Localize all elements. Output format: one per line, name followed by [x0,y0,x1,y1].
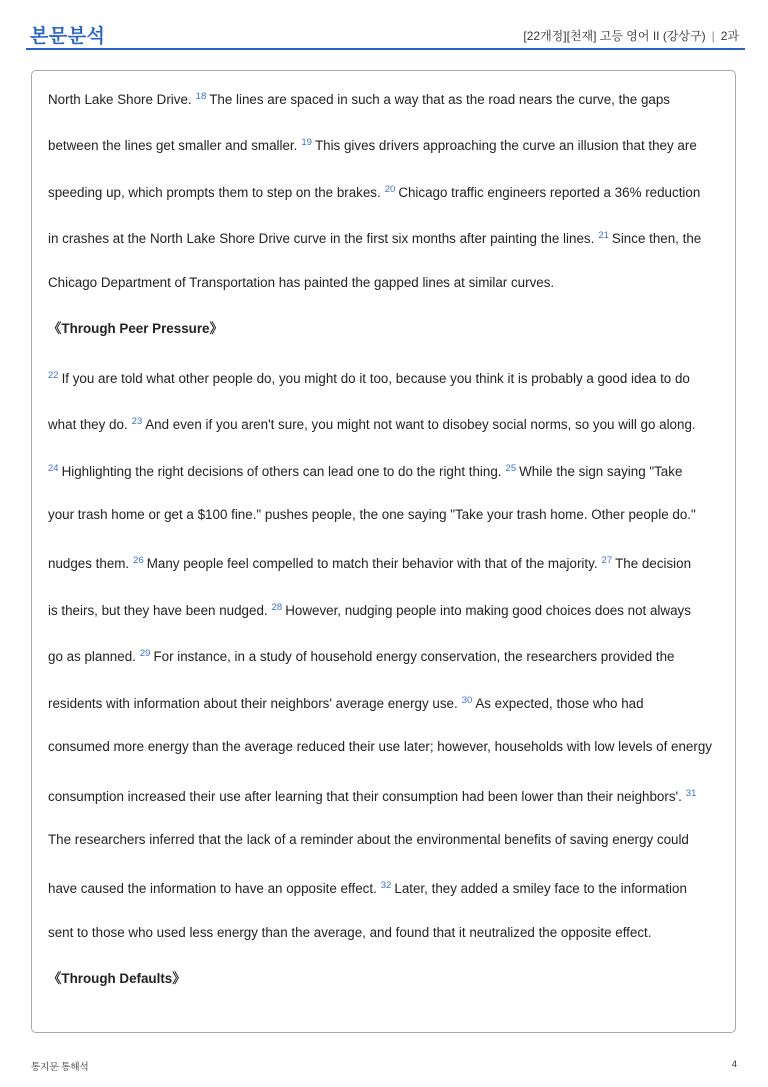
sentence-number: 28 [271,601,283,613]
header-separator: | [711,29,715,43]
sentence-text: As expected, those who had [475,695,644,711]
passage-line [48,551,738,597]
passage-line [48,784,738,830]
passage-line [48,133,738,179]
sentence-text: The decision [615,556,692,572]
sentence-text: in crashes at the North Lake Shore Drive curve in the first six months after painting the lines. [48,231,595,247]
sentence-number: 30 [461,694,473,706]
sentence-text: If you are told what other people do, you might do it too, because you think it is probably a good idea to do [61,370,690,386]
page-number: 4 [731,1059,737,1070]
sentence-text: what they do. [48,417,128,433]
heading-text: 《Through Defaults》 [48,971,186,987]
sentence-number: 22 [48,369,59,381]
passage-line [48,923,738,969]
passage-line [48,505,738,551]
sentence-number: 24 [48,462,59,474]
sentence-text: For instance, in a study of household energy conservation, the researchers provided the [153,649,675,665]
sentence-text: North Lake Shore Drive. [48,92,192,107]
sentence-text: And even if you aren't sure, you might not want to disobey social norms, so you will go along. [145,417,696,433]
passage-line [48,691,738,737]
sentence-number: 21 [598,230,609,242]
passage-line [48,830,738,876]
sentence-text: residents with information about their neighbors' average energy use. [48,695,458,711]
passage-line [48,644,738,690]
passage-line [48,180,738,226]
sentence-text: between the lines get smaller and smaller. [48,138,298,154]
sentence-number: 27 [601,555,613,567]
sentence-number: 26 [133,555,144,567]
passage-line [48,226,738,272]
sentence-text: Chicago traffic engineers reported a 36% reduction [398,184,701,200]
sentence-number: 20 [384,183,396,195]
sentence-number: 19 [301,137,312,149]
passage-line [48,366,738,412]
course-info [523,27,739,44]
sentence-text: Many people feel compelled to match their behavior with that of the majority. [146,556,598,572]
sentence-text: This gives drivers approaching the curve an illusion that they are [314,138,697,154]
sentence-text: Later, they added a smiley face to the information [394,881,687,897]
sentence-text: your trash home or get a $100 fine." pushes people, the one saying "Take your trash home. Other people do." [48,506,696,522]
sentence-text: Highlighting the right decisions of others can lead one to do the right thing. [61,463,502,479]
sentence-text: consumed more energy than the average reduced their use later; however, households with low levels of energy [48,739,712,755]
sentence-text: While the sign saying "Take [519,463,683,479]
course-title: [22개정][천재] 고등 영어 II (강상구) [523,29,706,43]
sentence-text: Chicago Department of Transportation has painted the gapped lines at similar curves. [48,274,555,290]
sentence-number: 23 [131,416,143,428]
sentence-text: is theirs, but they have been nudged. [48,602,268,618]
sentence-text: sent to those who used less energy than the average, and found that it neutralized the opposite effect. [48,924,652,940]
sentence-text: The researchers inferred that the lack of a reminder about the environmental benefits of saving energy could [48,832,689,847]
footer-label: 통지문 통해석 [31,1062,89,1073]
passage-line [48,459,738,505]
sentence-number: 29 [139,648,151,660]
passage-text [48,87,738,1016]
passage-line [48,598,738,644]
passage-line [48,412,738,458]
sentence-text: go as planned. [48,649,136,665]
sentence-text: consumption increased their use after learning that their consumption had been lower than their neighbors'. [48,788,682,804]
heading-text: 《Through Peer Pressure》 [48,321,223,337]
page-header [26,20,745,50]
sentence-text: speeding up, which prompts them to step on the brakes. [48,184,381,200]
lesson-label: 2과 [720,29,739,43]
sentence-text: have caused the information to have an opposite effect. [48,881,377,897]
passage-line [48,87,738,133]
passage-line [48,273,738,319]
passage-line [48,737,738,783]
sentence-text: The lines are spaced in such a way that as the road nears the curve, the gaps [209,92,670,107]
sentence-number: 32 [380,880,392,892]
sentence-number: 25 [505,462,517,474]
sentence-text: nudges them. [48,556,130,572]
sentence-number: 18 [195,91,207,102]
section-heading [48,969,738,1015]
passage-box [31,70,736,1033]
sentence-number: 31 [685,787,697,799]
section-heading [48,319,738,365]
page-title: 본문분석 [30,26,106,47]
sentence-text: However, nudging people into making good choices does not always [285,602,691,618]
passage-line [48,876,738,922]
sentence-text: Since then, the [611,231,702,247]
